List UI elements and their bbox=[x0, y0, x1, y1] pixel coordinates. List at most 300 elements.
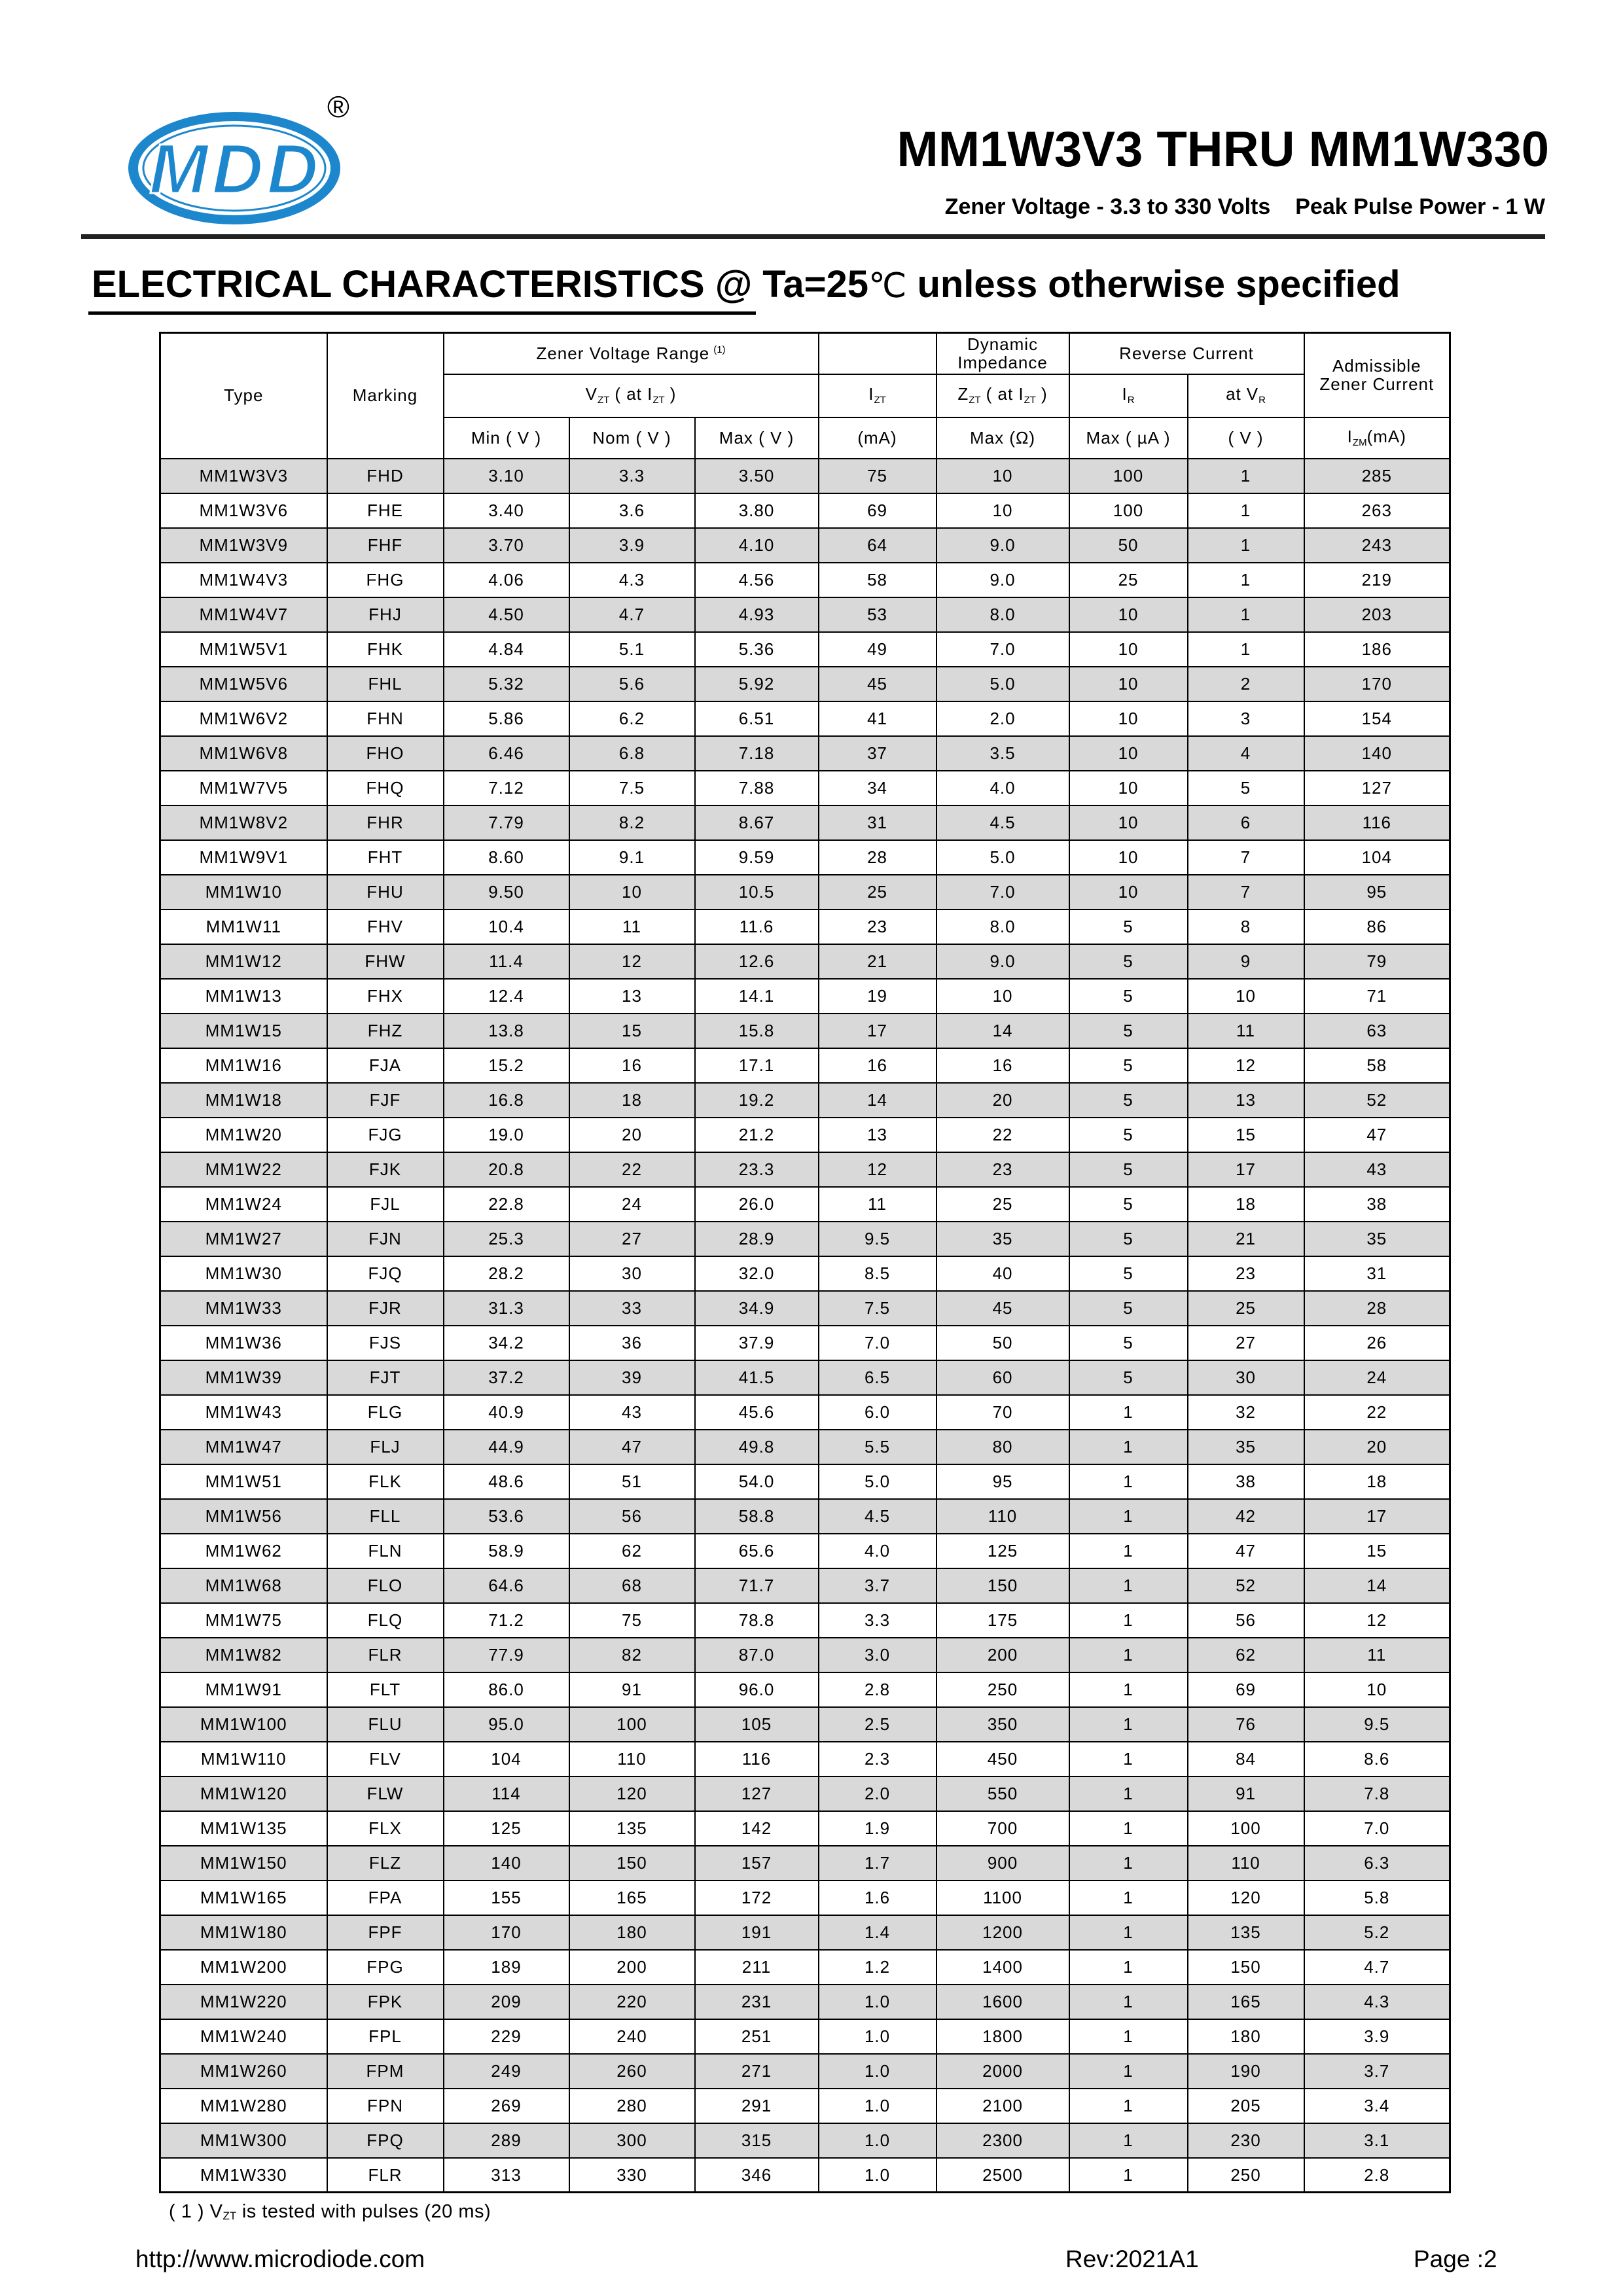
cell-type: MM1W3V9 bbox=[160, 528, 327, 563]
cell-vz-max: 15.8 bbox=[695, 1014, 819, 1048]
cell-type: MM1W27 bbox=[160, 1222, 327, 1256]
cell-izm: 4.7 bbox=[1304, 1950, 1450, 1985]
cell-izm: 95 bbox=[1304, 875, 1450, 910]
izm-unit: (mA) bbox=[1366, 426, 1406, 446]
cell-ir: 10 bbox=[1069, 771, 1188, 805]
cell-izt: 1.0 bbox=[819, 1985, 936, 2019]
cell-zzt: 2100 bbox=[936, 2089, 1069, 2123]
cell-ir: 5 bbox=[1069, 1291, 1188, 1326]
cell-izt: 41 bbox=[819, 701, 936, 736]
cell-izm: 71 bbox=[1304, 979, 1450, 1014]
vr-prefix: at bbox=[1226, 384, 1241, 404]
cell-vz-max: 34.9 bbox=[695, 1291, 819, 1326]
cell-type: MM1W5V1 bbox=[160, 632, 327, 667]
cell-type: MM1W10 bbox=[160, 875, 327, 910]
cell-ir: 5 bbox=[1069, 1360, 1188, 1395]
cell-ir: 100 bbox=[1069, 493, 1188, 528]
cell-izt: 21 bbox=[819, 944, 936, 979]
cell-type: MM1W18 bbox=[160, 1083, 327, 1118]
cell-vz-max: 8.67 bbox=[695, 805, 819, 840]
cell-type: MM1W56 bbox=[160, 1499, 327, 1534]
cell-marking: FJA bbox=[327, 1048, 444, 1083]
cell-izt: 1.9 bbox=[819, 1811, 936, 1846]
cell-vz-min: 114 bbox=[444, 1776, 569, 1811]
cell-izt: 64 bbox=[819, 528, 936, 563]
cell-izm: 3.4 bbox=[1304, 2089, 1450, 2123]
cell-ir: 10 bbox=[1069, 667, 1188, 701]
cell-vr: 6 bbox=[1188, 805, 1304, 840]
cell-vz-max: 291 bbox=[695, 2089, 819, 2123]
cell-marking: FLV bbox=[327, 1742, 444, 1776]
cell-ir: 1 bbox=[1069, 2019, 1188, 2054]
cell-vz-min: 155 bbox=[444, 1881, 569, 1915]
cell-vz-min: 8.60 bbox=[444, 840, 569, 875]
table-row bbox=[160, 736, 1450, 771]
cell-zzt: 250 bbox=[936, 1672, 1069, 1707]
cell-type: MM1W200 bbox=[160, 1950, 327, 1985]
cell-vr: 2 bbox=[1188, 667, 1304, 701]
header-dynamic-impedance bbox=[936, 333, 1069, 374]
cell-zzt: 2300 bbox=[936, 2123, 1069, 2158]
header-type: Type bbox=[160, 333, 327, 459]
table-row bbox=[160, 597, 1450, 632]
cell-ir: 50 bbox=[1069, 528, 1188, 563]
cell-marking: FHZ bbox=[327, 1014, 444, 1048]
cell-vz-nom: 82 bbox=[569, 1638, 695, 1672]
cell-izt: 12 bbox=[819, 1152, 936, 1187]
cell-vr: 38 bbox=[1188, 1464, 1304, 1499]
cell-izt: 37 bbox=[819, 736, 936, 771]
table-row bbox=[160, 1014, 1450, 1048]
cell-vz-max: 65.6 bbox=[695, 1534, 819, 1568]
header-unit-min: Min ( V ) bbox=[444, 417, 569, 459]
cell-vz-nom: 16 bbox=[569, 1048, 695, 1083]
cell-ir: 5 bbox=[1069, 1326, 1188, 1360]
table-row bbox=[160, 1638, 1450, 1672]
cell-marking: FHX bbox=[327, 979, 444, 1014]
cell-vz-max: 9.59 bbox=[695, 840, 819, 875]
cell-type: MM1W47 bbox=[160, 1430, 327, 1464]
cell-type: MM1W13 bbox=[160, 979, 327, 1014]
cell-izm: 203 bbox=[1304, 597, 1450, 632]
cell-vz-max: 11.6 bbox=[695, 910, 819, 944]
cell-vr: 7 bbox=[1188, 875, 1304, 910]
cell-zzt: 35 bbox=[936, 1222, 1069, 1256]
izm-symbol-sub: ZM bbox=[1352, 436, 1367, 448]
cell-zzt: 2500 bbox=[936, 2158, 1069, 2193]
cell-vz-max: 116 bbox=[695, 1742, 819, 1776]
cell-vz-nom: 150 bbox=[569, 1846, 695, 1881]
cell-vz-nom: 200 bbox=[569, 1950, 695, 1985]
cell-vz-min: 6.46 bbox=[444, 736, 569, 771]
cell-vz-min: 19.0 bbox=[444, 1118, 569, 1152]
cell-ir: 5 bbox=[1069, 944, 1188, 979]
cell-zzt: 60 bbox=[936, 1360, 1069, 1395]
cell-vz-nom: 36 bbox=[569, 1326, 695, 1360]
table-row bbox=[160, 1256, 1450, 1291]
cell-ir: 25 bbox=[1069, 563, 1188, 597]
cell-zzt: 550 bbox=[936, 1776, 1069, 1811]
cell-izm: 7.0 bbox=[1304, 1811, 1450, 1846]
cell-ir: 10 bbox=[1069, 597, 1188, 632]
table-row bbox=[160, 1568, 1450, 1603]
cell-izt: 34 bbox=[819, 771, 936, 805]
cell-izm: 47 bbox=[1304, 1118, 1450, 1152]
cell-vz-nom: 5.6 bbox=[569, 667, 695, 701]
cell-type: MM1W51 bbox=[160, 1464, 327, 1499]
cell-vr: 250 bbox=[1188, 2158, 1304, 2193]
cell-vz-min: 28.2 bbox=[444, 1256, 569, 1291]
table-row bbox=[160, 1430, 1450, 1464]
cell-vr: 21 bbox=[1188, 1222, 1304, 1256]
cell-type: MM1W300 bbox=[160, 2123, 327, 2158]
cell-type: MM1W12 bbox=[160, 944, 327, 979]
cell-marking: FLK bbox=[327, 1464, 444, 1499]
table-body bbox=[160, 459, 1450, 2193]
cell-izm: 17 bbox=[1304, 1499, 1450, 1534]
cell-marking: FHF bbox=[327, 528, 444, 563]
cell-izm: 6.3 bbox=[1304, 1846, 1450, 1881]
cell-vz-max: 78.8 bbox=[695, 1603, 819, 1638]
cell-ir: 1 bbox=[1069, 1950, 1188, 1985]
ir-symbol-sub: R bbox=[1127, 395, 1135, 406]
cell-vz-nom: 24 bbox=[569, 1187, 695, 1222]
zener-voltage-range-note: (1) bbox=[713, 344, 726, 355]
cell-izm: 24 bbox=[1304, 1360, 1450, 1395]
cell-zzt: 70 bbox=[936, 1395, 1069, 1430]
cell-vz-nom: 9.1 bbox=[569, 840, 695, 875]
cell-izm: 43 bbox=[1304, 1152, 1450, 1187]
cell-vz-max: 3.80 bbox=[695, 493, 819, 528]
cell-izt: 1.0 bbox=[819, 2158, 936, 2193]
cell-vz-nom: 22 bbox=[569, 1152, 695, 1187]
cell-vz-nom: 47 bbox=[569, 1430, 695, 1464]
cell-izm: 116 bbox=[1304, 805, 1450, 840]
cell-vz-nom: 33 bbox=[569, 1291, 695, 1326]
footer-revision: Rev:2021A1 bbox=[1065, 2246, 1199, 2272]
cell-vz-min: 3.10 bbox=[444, 459, 569, 493]
table-row bbox=[160, 701, 1450, 736]
cell-vr: 69 bbox=[1188, 1672, 1304, 1707]
cell-type: MM1W260 bbox=[160, 2054, 327, 2089]
cell-vz-nom: 15 bbox=[569, 1014, 695, 1048]
cell-vz-min: 7.12 bbox=[444, 771, 569, 805]
cell-vz-min: 4.50 bbox=[444, 597, 569, 632]
cell-vr: 30 bbox=[1188, 1360, 1304, 1395]
cell-vr: 23 bbox=[1188, 1256, 1304, 1291]
cell-izm: 5.8 bbox=[1304, 1881, 1450, 1915]
cell-ir: 5 bbox=[1069, 910, 1188, 944]
cell-vr: 10 bbox=[1188, 979, 1304, 1014]
table-row bbox=[160, 910, 1450, 944]
header-unit-izt: (mA) bbox=[819, 417, 936, 459]
cell-type: MM1W4V7 bbox=[160, 597, 327, 632]
cell-zzt: 1600 bbox=[936, 1985, 1069, 2019]
cell-izm: 3.7 bbox=[1304, 2054, 1450, 2089]
zener-voltage-range-label: Zener Voltage Range bbox=[536, 343, 710, 363]
cell-izm: 154 bbox=[1304, 701, 1450, 736]
cell-vz-max: 5.36 bbox=[695, 632, 819, 667]
cell-izm: 140 bbox=[1304, 736, 1450, 771]
cell-marking: FLW bbox=[327, 1776, 444, 1811]
cell-marking: FLL bbox=[327, 1499, 444, 1534]
cell-vz-min: 40.9 bbox=[444, 1395, 569, 1430]
header-unit-zzt: Max (Ω) bbox=[936, 417, 1069, 459]
cell-vz-min: 20.8 bbox=[444, 1152, 569, 1187]
cell-vz-min: 25.3 bbox=[444, 1222, 569, 1256]
cell-izm: 9.5 bbox=[1304, 1707, 1450, 1742]
cell-vr: 165 bbox=[1188, 1985, 1304, 2019]
cell-vz-min: 16.8 bbox=[444, 1083, 569, 1118]
vzt-condition: ( at I bbox=[615, 384, 653, 404]
cell-izm: 7.8 bbox=[1304, 1776, 1450, 1811]
cell-zzt: 4.0 bbox=[936, 771, 1069, 805]
cell-zzt: 4.5 bbox=[936, 805, 1069, 840]
cell-type: MM1W100 bbox=[160, 1707, 327, 1742]
cell-vr: 1 bbox=[1188, 563, 1304, 597]
cell-vr: 76 bbox=[1188, 1707, 1304, 1742]
cell-ir: 1 bbox=[1069, 1603, 1188, 1638]
cell-zzt: 14 bbox=[936, 1014, 1069, 1048]
cell-type: MM1W165 bbox=[160, 1881, 327, 1915]
cell-vz-nom: 62 bbox=[569, 1534, 695, 1568]
cell-izm: 52 bbox=[1304, 1083, 1450, 1118]
table-row bbox=[160, 1464, 1450, 1499]
cell-vz-max: 172 bbox=[695, 1881, 819, 1915]
header-blank bbox=[819, 333, 936, 374]
logo-lettering: MDD bbox=[149, 129, 322, 208]
cell-marking: FHE bbox=[327, 493, 444, 528]
cell-vz-nom: 8.2 bbox=[569, 805, 695, 840]
vzt-close: ) bbox=[669, 384, 677, 404]
cell-zzt: 20 bbox=[936, 1083, 1069, 1118]
cell-marking: FHL bbox=[327, 667, 444, 701]
cell-vr: 1 bbox=[1188, 459, 1304, 493]
cell-izt: 75 bbox=[819, 459, 936, 493]
cell-zzt: 10 bbox=[936, 459, 1069, 493]
cell-vr: 4 bbox=[1188, 736, 1304, 771]
table-row bbox=[160, 667, 1450, 701]
cell-ir: 1 bbox=[1069, 2158, 1188, 2193]
cell-vz-nom: 18 bbox=[569, 1083, 695, 1118]
cell-type: MM1W39 bbox=[160, 1360, 327, 1395]
cell-izt: 45 bbox=[819, 667, 936, 701]
cell-vr: 15 bbox=[1188, 1118, 1304, 1152]
cell-izm: 8.6 bbox=[1304, 1742, 1450, 1776]
cell-vz-nom: 260 bbox=[569, 2054, 695, 2089]
cell-vz-nom: 10 bbox=[569, 875, 695, 910]
cell-zzt: 5.0 bbox=[936, 840, 1069, 875]
header-admissible-zener-current bbox=[1304, 333, 1450, 417]
cell-vr: 17 bbox=[1188, 1152, 1304, 1187]
cell-marking: FLN bbox=[327, 1534, 444, 1568]
table-row bbox=[160, 2123, 1450, 2158]
cell-vz-min: 37.2 bbox=[444, 1360, 569, 1395]
cell-vz-nom: 12 bbox=[569, 944, 695, 979]
cell-vz-max: 251 bbox=[695, 2019, 819, 2054]
table-row bbox=[160, 1187, 1450, 1222]
cell-vz-max: 49.8 bbox=[695, 1430, 819, 1464]
cell-marking: FHK bbox=[327, 632, 444, 667]
cell-vz-min: 5.32 bbox=[444, 667, 569, 701]
cell-vz-min: 22.8 bbox=[444, 1187, 569, 1222]
cell-izt: 53 bbox=[819, 597, 936, 632]
cell-type: MM1W75 bbox=[160, 1603, 327, 1638]
table-row bbox=[160, 1048, 1450, 1083]
cell-marking: FJT bbox=[327, 1360, 444, 1395]
cell-vz-min: 10.4 bbox=[444, 910, 569, 944]
cell-vr: 91 bbox=[1188, 1776, 1304, 1811]
cell-izt: 58 bbox=[819, 563, 936, 597]
cell-zzt: 8.0 bbox=[936, 597, 1069, 632]
cell-type: MM1W8V2 bbox=[160, 805, 327, 840]
cell-izt: 5.5 bbox=[819, 1430, 936, 1464]
cell-vz-max: 87.0 bbox=[695, 1638, 819, 1672]
cell-vz-nom: 3.9 bbox=[569, 528, 695, 563]
cell-vz-max: 28.9 bbox=[695, 1222, 819, 1256]
cell-vz-max: 23.3 bbox=[695, 1152, 819, 1187]
cell-izt: 49 bbox=[819, 632, 936, 667]
cell-vr: 1 bbox=[1188, 632, 1304, 667]
cell-ir: 5 bbox=[1069, 1083, 1188, 1118]
cell-zzt: 2000 bbox=[936, 2054, 1069, 2089]
cell-izt: 9.5 bbox=[819, 1222, 936, 1256]
table-row bbox=[160, 1985, 1450, 2019]
table-row bbox=[160, 1222, 1450, 1256]
cell-marking: FPL bbox=[327, 2019, 444, 2054]
cell-vz-min: 229 bbox=[444, 2019, 569, 2054]
mdd-logo bbox=[123, 105, 352, 236]
cell-izm: 285 bbox=[1304, 459, 1450, 493]
cell-vz-max: 45.6 bbox=[695, 1395, 819, 1430]
cell-vz-min: 104 bbox=[444, 1742, 569, 1776]
cell-vz-min: 34.2 bbox=[444, 1326, 569, 1360]
header-marking: Marking bbox=[327, 333, 444, 459]
cell-izt: 8.5 bbox=[819, 1256, 936, 1291]
cell-vz-min: 5.86 bbox=[444, 701, 569, 736]
cell-zzt: 5.0 bbox=[936, 667, 1069, 701]
cell-vz-min: 4.84 bbox=[444, 632, 569, 667]
cell-zzt: 9.0 bbox=[936, 528, 1069, 563]
header-unit-max: Max ( V ) bbox=[695, 417, 819, 459]
admissible-line2: Zener Current bbox=[1319, 374, 1435, 395]
cell-zzt: 9.0 bbox=[936, 944, 1069, 979]
cell-type: MM1W22 bbox=[160, 1152, 327, 1187]
cell-marking: FJK bbox=[327, 1152, 444, 1187]
cell-vz-nom: 100 bbox=[569, 1707, 695, 1742]
cell-type: MM1W11 bbox=[160, 910, 327, 944]
cell-vz-min: 125 bbox=[444, 1811, 569, 1846]
header-ir bbox=[1069, 374, 1188, 417]
table-row bbox=[160, 493, 1450, 528]
cell-ir: 1 bbox=[1069, 1638, 1188, 1672]
header-vzt bbox=[444, 374, 819, 417]
cell-vz-nom: 51 bbox=[569, 1464, 695, 1499]
cell-vr: 205 bbox=[1188, 2089, 1304, 2123]
cell-vz-max: 346 bbox=[695, 2158, 819, 2193]
cell-izm: 38 bbox=[1304, 1187, 1450, 1222]
zzt-symbol-sub: ZT bbox=[969, 395, 981, 406]
cell-marking: FPA bbox=[327, 1881, 444, 1915]
cell-izt: 1.0 bbox=[819, 2123, 936, 2158]
cell-vz-nom: 280 bbox=[569, 2089, 695, 2123]
cell-type: MM1W4V3 bbox=[160, 563, 327, 597]
cell-ir: 10 bbox=[1069, 736, 1188, 771]
footnote-symbol-sub: ZT bbox=[223, 2210, 237, 2222]
cell-zzt: 10 bbox=[936, 979, 1069, 1014]
cell-vr: 135 bbox=[1188, 1915, 1304, 1950]
cell-izt: 28 bbox=[819, 840, 936, 875]
cell-izt: 1.7 bbox=[819, 1846, 936, 1881]
cell-vz-max: 96.0 bbox=[695, 1672, 819, 1707]
cell-ir: 1 bbox=[1069, 1881, 1188, 1915]
cell-izm: 243 bbox=[1304, 528, 1450, 563]
cell-ir: 10 bbox=[1069, 875, 1188, 910]
cell-vz-min: 9.50 bbox=[444, 875, 569, 910]
cell-vr: 84 bbox=[1188, 1742, 1304, 1776]
cell-vz-nom: 68 bbox=[569, 1568, 695, 1603]
header-unit-nom: Nom ( V ) bbox=[569, 417, 695, 459]
cell-izm: 104 bbox=[1304, 840, 1450, 875]
cell-vz-max: 142 bbox=[695, 1811, 819, 1846]
table-row bbox=[160, 1742, 1450, 1776]
cell-zzt: 200 bbox=[936, 1638, 1069, 1672]
izt-symbol: I bbox=[868, 384, 874, 404]
header-izt bbox=[819, 374, 936, 417]
cell-izt: 31 bbox=[819, 805, 936, 840]
cell-marking: FLR bbox=[327, 2158, 444, 2193]
cell-ir: 1 bbox=[1069, 1707, 1188, 1742]
cell-type: MM1W120 bbox=[160, 1776, 327, 1811]
cell-izm: 28 bbox=[1304, 1291, 1450, 1326]
cell-vz-nom: 3.3 bbox=[569, 459, 695, 493]
cell-vz-max: 191 bbox=[695, 1915, 819, 1950]
cell-vz-max: 37.9 bbox=[695, 1326, 819, 1360]
vzt-condition-sub: ZT bbox=[652, 395, 665, 406]
cell-ir: 1 bbox=[1069, 2054, 1188, 2089]
cell-vz-min: 4.06 bbox=[444, 563, 569, 597]
footer-page-number: Page :2 bbox=[1414, 2246, 1497, 2272]
cell-vr: 12 bbox=[1188, 1048, 1304, 1083]
cell-vz-min: 189 bbox=[444, 1950, 569, 1985]
cell-vz-min: 3.40 bbox=[444, 493, 569, 528]
cell-zzt: 1200 bbox=[936, 1915, 1069, 1950]
cell-vr: 9 bbox=[1188, 944, 1304, 979]
cell-marking: FJS bbox=[327, 1326, 444, 1360]
cell-vz-min: 64.6 bbox=[444, 1568, 569, 1603]
cell-vz-nom: 91 bbox=[569, 1672, 695, 1707]
section-heading bbox=[92, 263, 1400, 306]
cell-vz-max: 7.18 bbox=[695, 736, 819, 771]
cell-ir: 5 bbox=[1069, 1222, 1188, 1256]
cell-marking: FPN bbox=[327, 2089, 444, 2123]
cell-izt: 16 bbox=[819, 1048, 936, 1083]
table-row bbox=[160, 528, 1450, 563]
cell-izt: 25 bbox=[819, 875, 936, 910]
cell-vz-max: 271 bbox=[695, 2054, 819, 2089]
table-row bbox=[160, 805, 1450, 840]
cell-vz-max: 32.0 bbox=[695, 1256, 819, 1291]
cell-zzt: 50 bbox=[936, 1326, 1069, 1360]
cell-marking: FHT bbox=[327, 840, 444, 875]
cell-vz-min: 249 bbox=[444, 2054, 569, 2089]
cell-vr: 150 bbox=[1188, 1950, 1304, 1985]
cell-izm: 63 bbox=[1304, 1014, 1450, 1048]
cell-vr: 5 bbox=[1188, 771, 1304, 805]
cell-vz-nom: 75 bbox=[569, 1603, 695, 1638]
cell-zzt: 350 bbox=[936, 1707, 1069, 1742]
cell-izm: 170 bbox=[1304, 667, 1450, 701]
